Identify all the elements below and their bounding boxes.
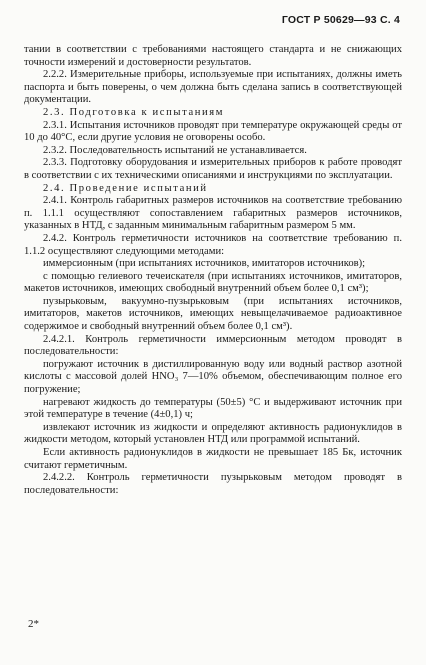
page-header: ГОСТ Р 50629—93 С. 4 bbox=[281, 14, 400, 26]
list-item-immersion: иммерсионным (при испытаниях источников, имитаторов источников); bbox=[43, 258, 366, 270]
step-extract: извлекают источник из жидкости и определяют активность радионуклидов в жидкости методом, который установлен НТД или программой испытаний. bbox=[24, 421, 402, 446]
paragraph-2-3-3: 2.3.3. Подготовку оборудования и измерительных приборов к работе проводят в соответствии с их техническими описаниями и инструкциями по эксплуатации. bbox=[24, 157, 402, 181]
paragraph-2-4-2-2: 2.4.2.2. Контроль герметичности пузырьковым методом проводят в последовательности: bbox=[24, 472, 402, 496]
paragraph-criterion: Если активность радионуклидов в жидкости не превышает 185 Бк, источник считают герметичным. bbox=[24, 447, 402, 471]
paragraph-2-3-2: 2.3.2. Последовательность испытаний не устанавливается. bbox=[43, 144, 307, 156]
section-heading-2-3: 2.3. Подготовка к испытаниям bbox=[43, 106, 225, 118]
paragraph-2-2-2: 2.2.2. Измерительные приборы, используемые при испытаниях, должны иметь паспорта и быть поверены, о чем должна быть сделана запись в соответствующей документации. bbox=[24, 69, 402, 106]
document-body bbox=[24, 44, 402, 497]
paragraph-continuation: тании в соответствии с требованиями настоящего стандарта и не снижающих точности измерений и достоверности результатов. bbox=[24, 44, 402, 68]
list-item-helium: с помощью гелиевого течеискателя (при испытаниях источников, имитаторов, макетов источников, имеющих свободный внутренний объем более 0,1 см³); bbox=[24, 270, 402, 295]
paragraph-2-3-1: 2.3.1. Испытания источников проводят при температуре окружающей среды от 10 до 40°С, если другие условия не оговорены особо. bbox=[24, 119, 402, 144]
step-heat: нагревают жидкость до температуры (50±5) °С и выдерживают источник при этой температуре в течение (4±0,1) ч; bbox=[24, 396, 402, 421]
paragraph-2-4-2-1: 2.4.2.1. Контроль герметичности иммерсионным методом проводят в последовательности: bbox=[24, 333, 402, 358]
paragraph-2-4-1: 2.4.1. Контроль габаритных размеров источников на соответствие требованию п. 1.1.1 осуществляют сопоставлением габаритных размеров источников, указанных в НТД, с заданным минимальным габаритным размером 5 мм. bbox=[24, 195, 402, 232]
step-immerse: погружают источник в дистиллированную воду или водный раствор азотной кислоты с массовой долей HNO₃ 7—10% объемом, обеспечивающим полное его погружение; bbox=[24, 358, 402, 396]
section-heading-2-4: 2.4. Проведение испытаний bbox=[43, 182, 208, 194]
paragraph-2-4-2: 2.4.2. Контроль герметичности источников на соответствие требованию п. 1.1.2 осуществляют следующими методами: bbox=[24, 232, 402, 257]
list-item-bubble: пузырьковым, вакуумно-пузырьковым (при испытаниях источников, имитаторов, макетов источников, имеющих невыщелачиваемое радиоактивное содержимое и свободный внутренний объем более 0,1 см³). bbox=[24, 295, 402, 333]
signature-mark: 2* bbox=[28, 618, 39, 630]
